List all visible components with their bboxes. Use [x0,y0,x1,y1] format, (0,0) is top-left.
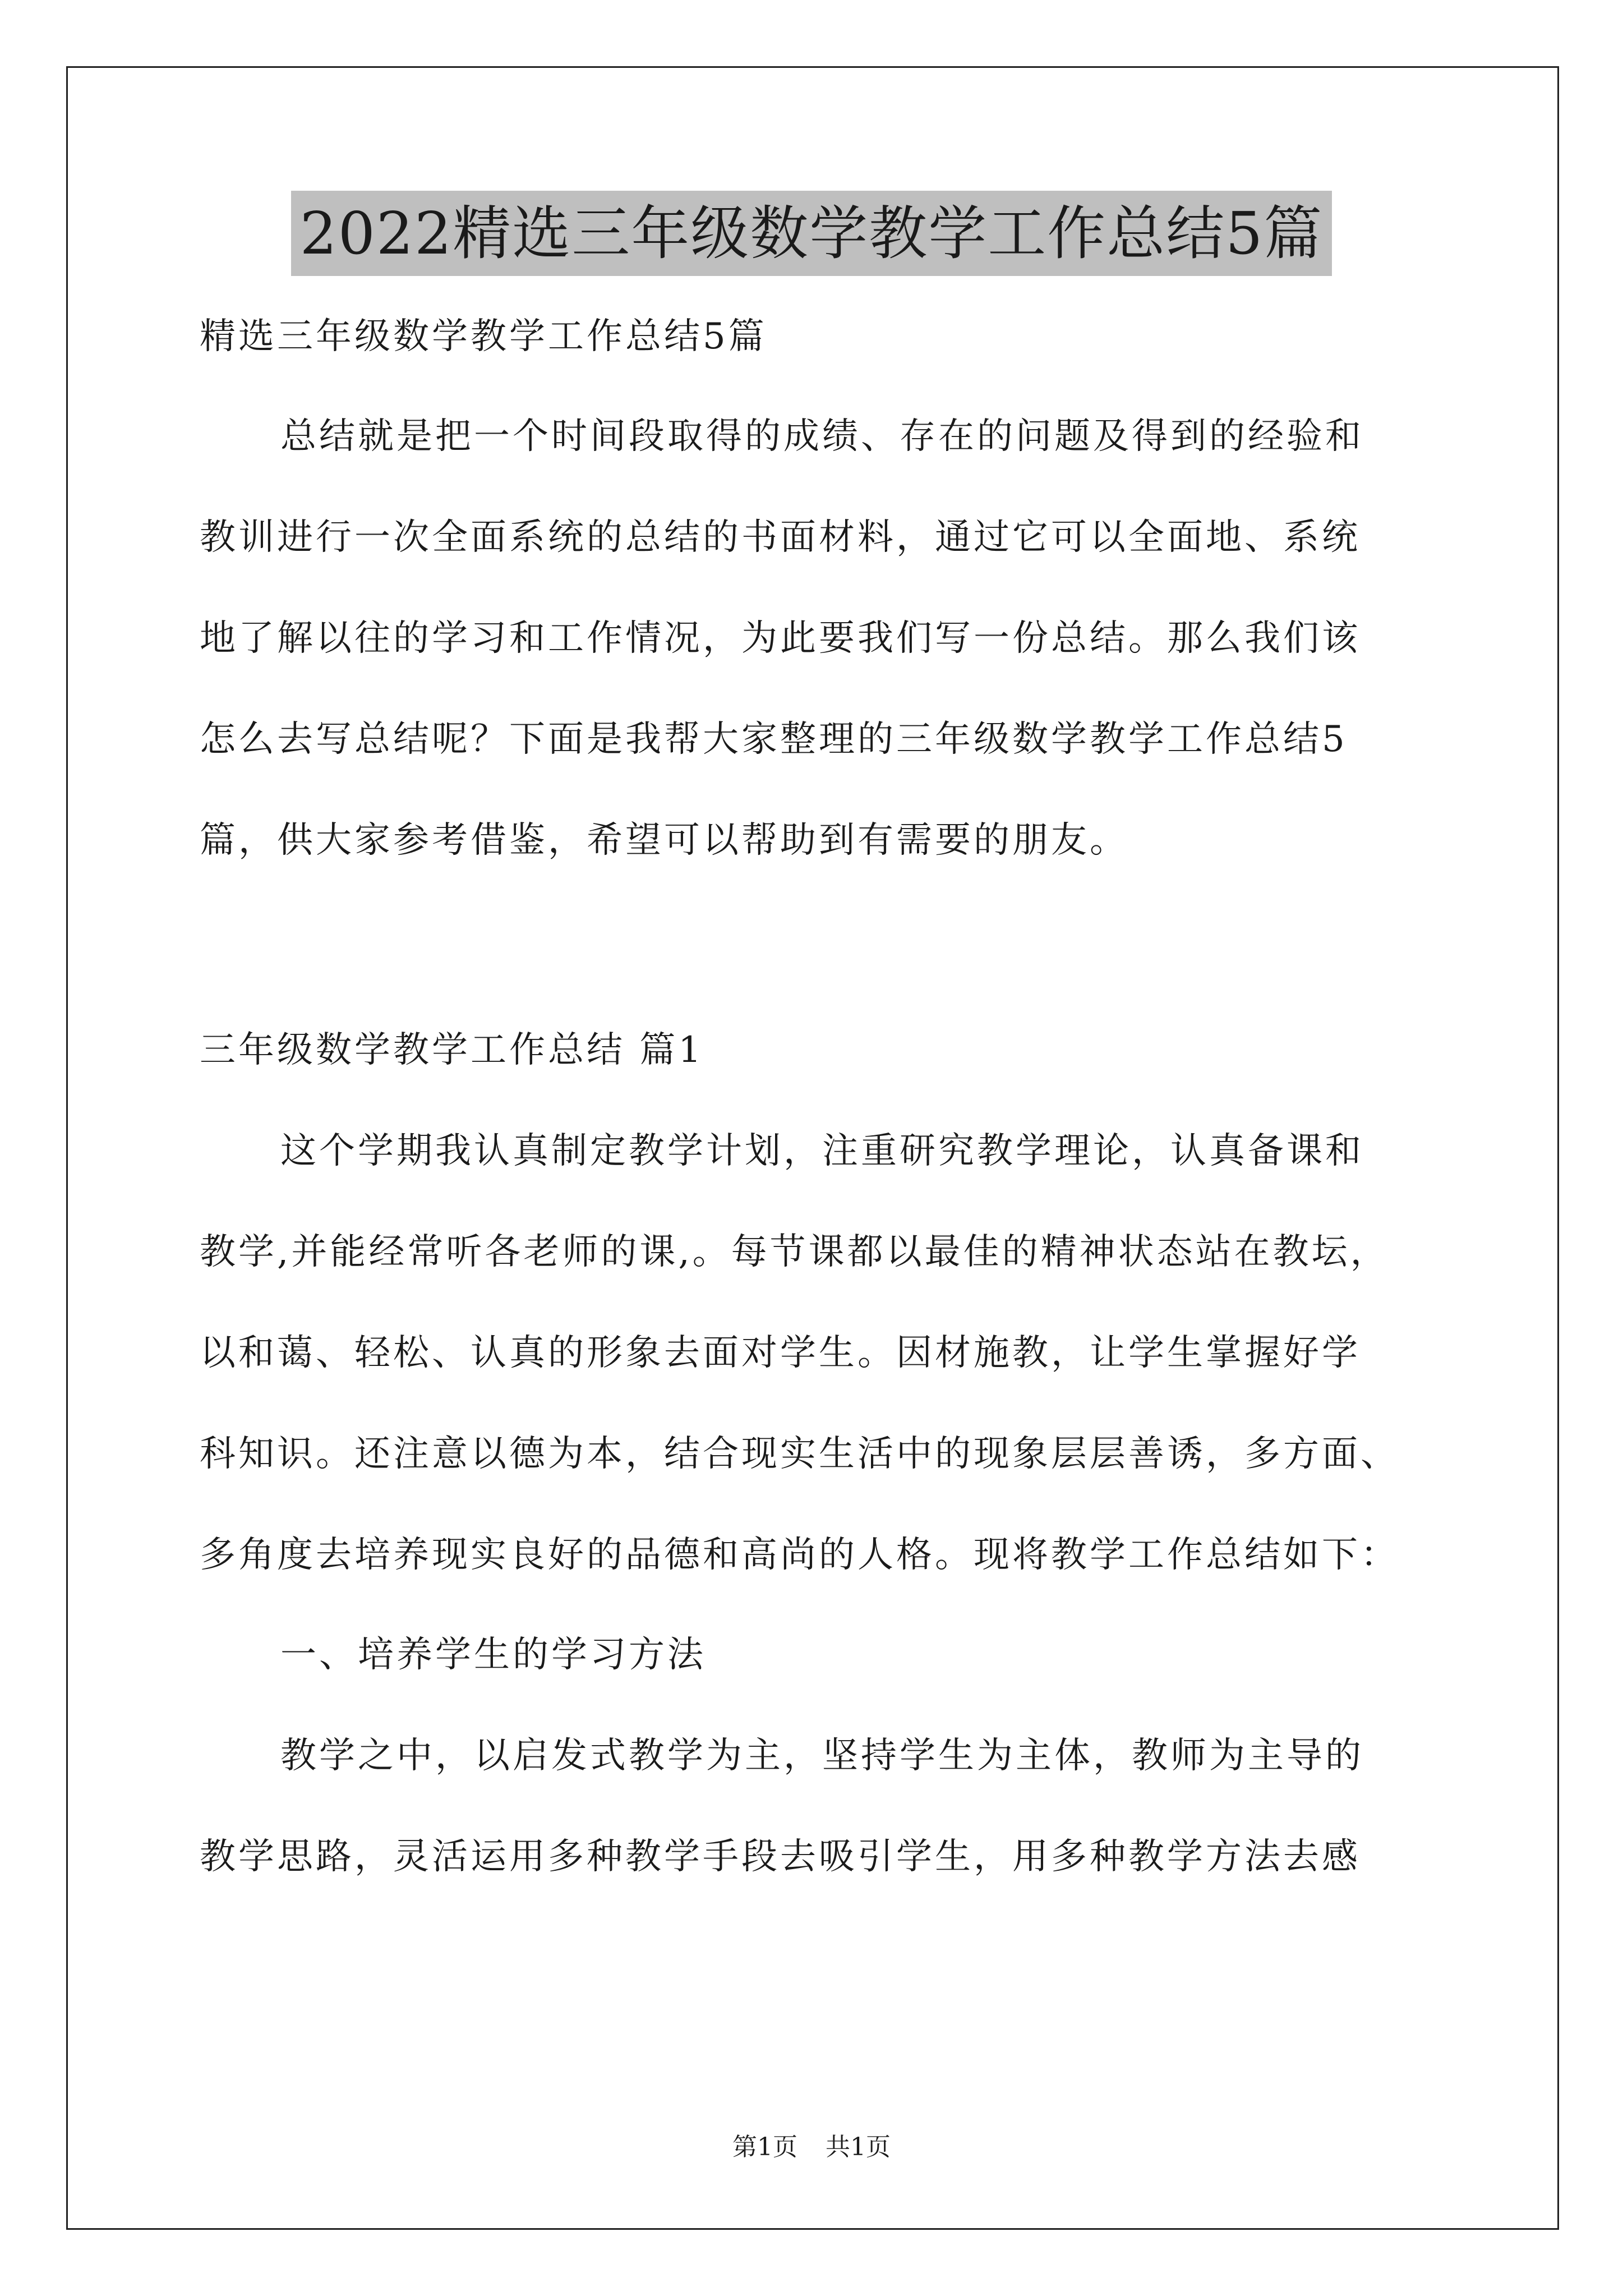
document-subtitle: 精选三年级数学教学工作总结5篇 [200,316,767,357]
subheading-learning-methods: 一、培养学生的学习方法 [280,1634,706,1676]
section-heading-1: 三年级数学教学工作总结 篇1 [200,1029,704,1071]
intro-line-1: 总结就是把一个时间段取得的成绩、存在的问题及得到的经验和 [280,416,1364,457]
section1-para1-line-2: 教学,并能经常听各老师的课,。每节课都以最佳的精神状态站在教坛， [200,1231,1389,1273]
intro-line-2: 教训进行一次全面系统的总结的书面材料，通过它可以全面地、系统 [200,517,1361,558]
page-footer [0,2131,1623,2164]
document-title-text: 2022精选三年级数学教学工作总结5篇 [291,191,1332,276]
intro-line-3: 地了解以往的学习和工作情况，为此要我们写一份总结。那么我们该 [200,618,1361,659]
section1-para2-line-1: 教学之中，以启发式教学为主，坚持学生为主体，教师为主导的 [280,1735,1364,1777]
intro-line-4: 怎么去写总结呢？下面是我帮大家整理的三年级数学教学工作总结5 [200,719,1348,760]
section1-para1-line-1: 这个学期我认真制定教学计划，注重研究教学理论，认真备课和 [280,1130,1364,1172]
section1-para2-line-2: 教学思路，灵活运用多种教学手段去吸引学生，用多种教学方法去感 [200,1836,1361,1878]
intro-line-5: 篇，供大家参考借鉴，希望可以帮助到有需要的朋友。 [200,820,1128,861]
section1-para1-line-5: 多角度去培养现实良好的品德和高尚的人格。现将教学工作总结如下： [200,1534,1399,1576]
document-title [0,191,1623,276]
page-number-current: 第1页 [732,2133,797,2161]
page-number-total: 共1页 [826,2133,891,2161]
section1-para1-line-3: 以和蔼、轻松、认真的形象去面对学生。因材施教，让学生掌握好学 [200,1332,1361,1374]
section1-para1-line-4: 科知识。还注意以德为本，结合现实生活中的现象层层善诱，多方面、 [200,1433,1399,1475]
